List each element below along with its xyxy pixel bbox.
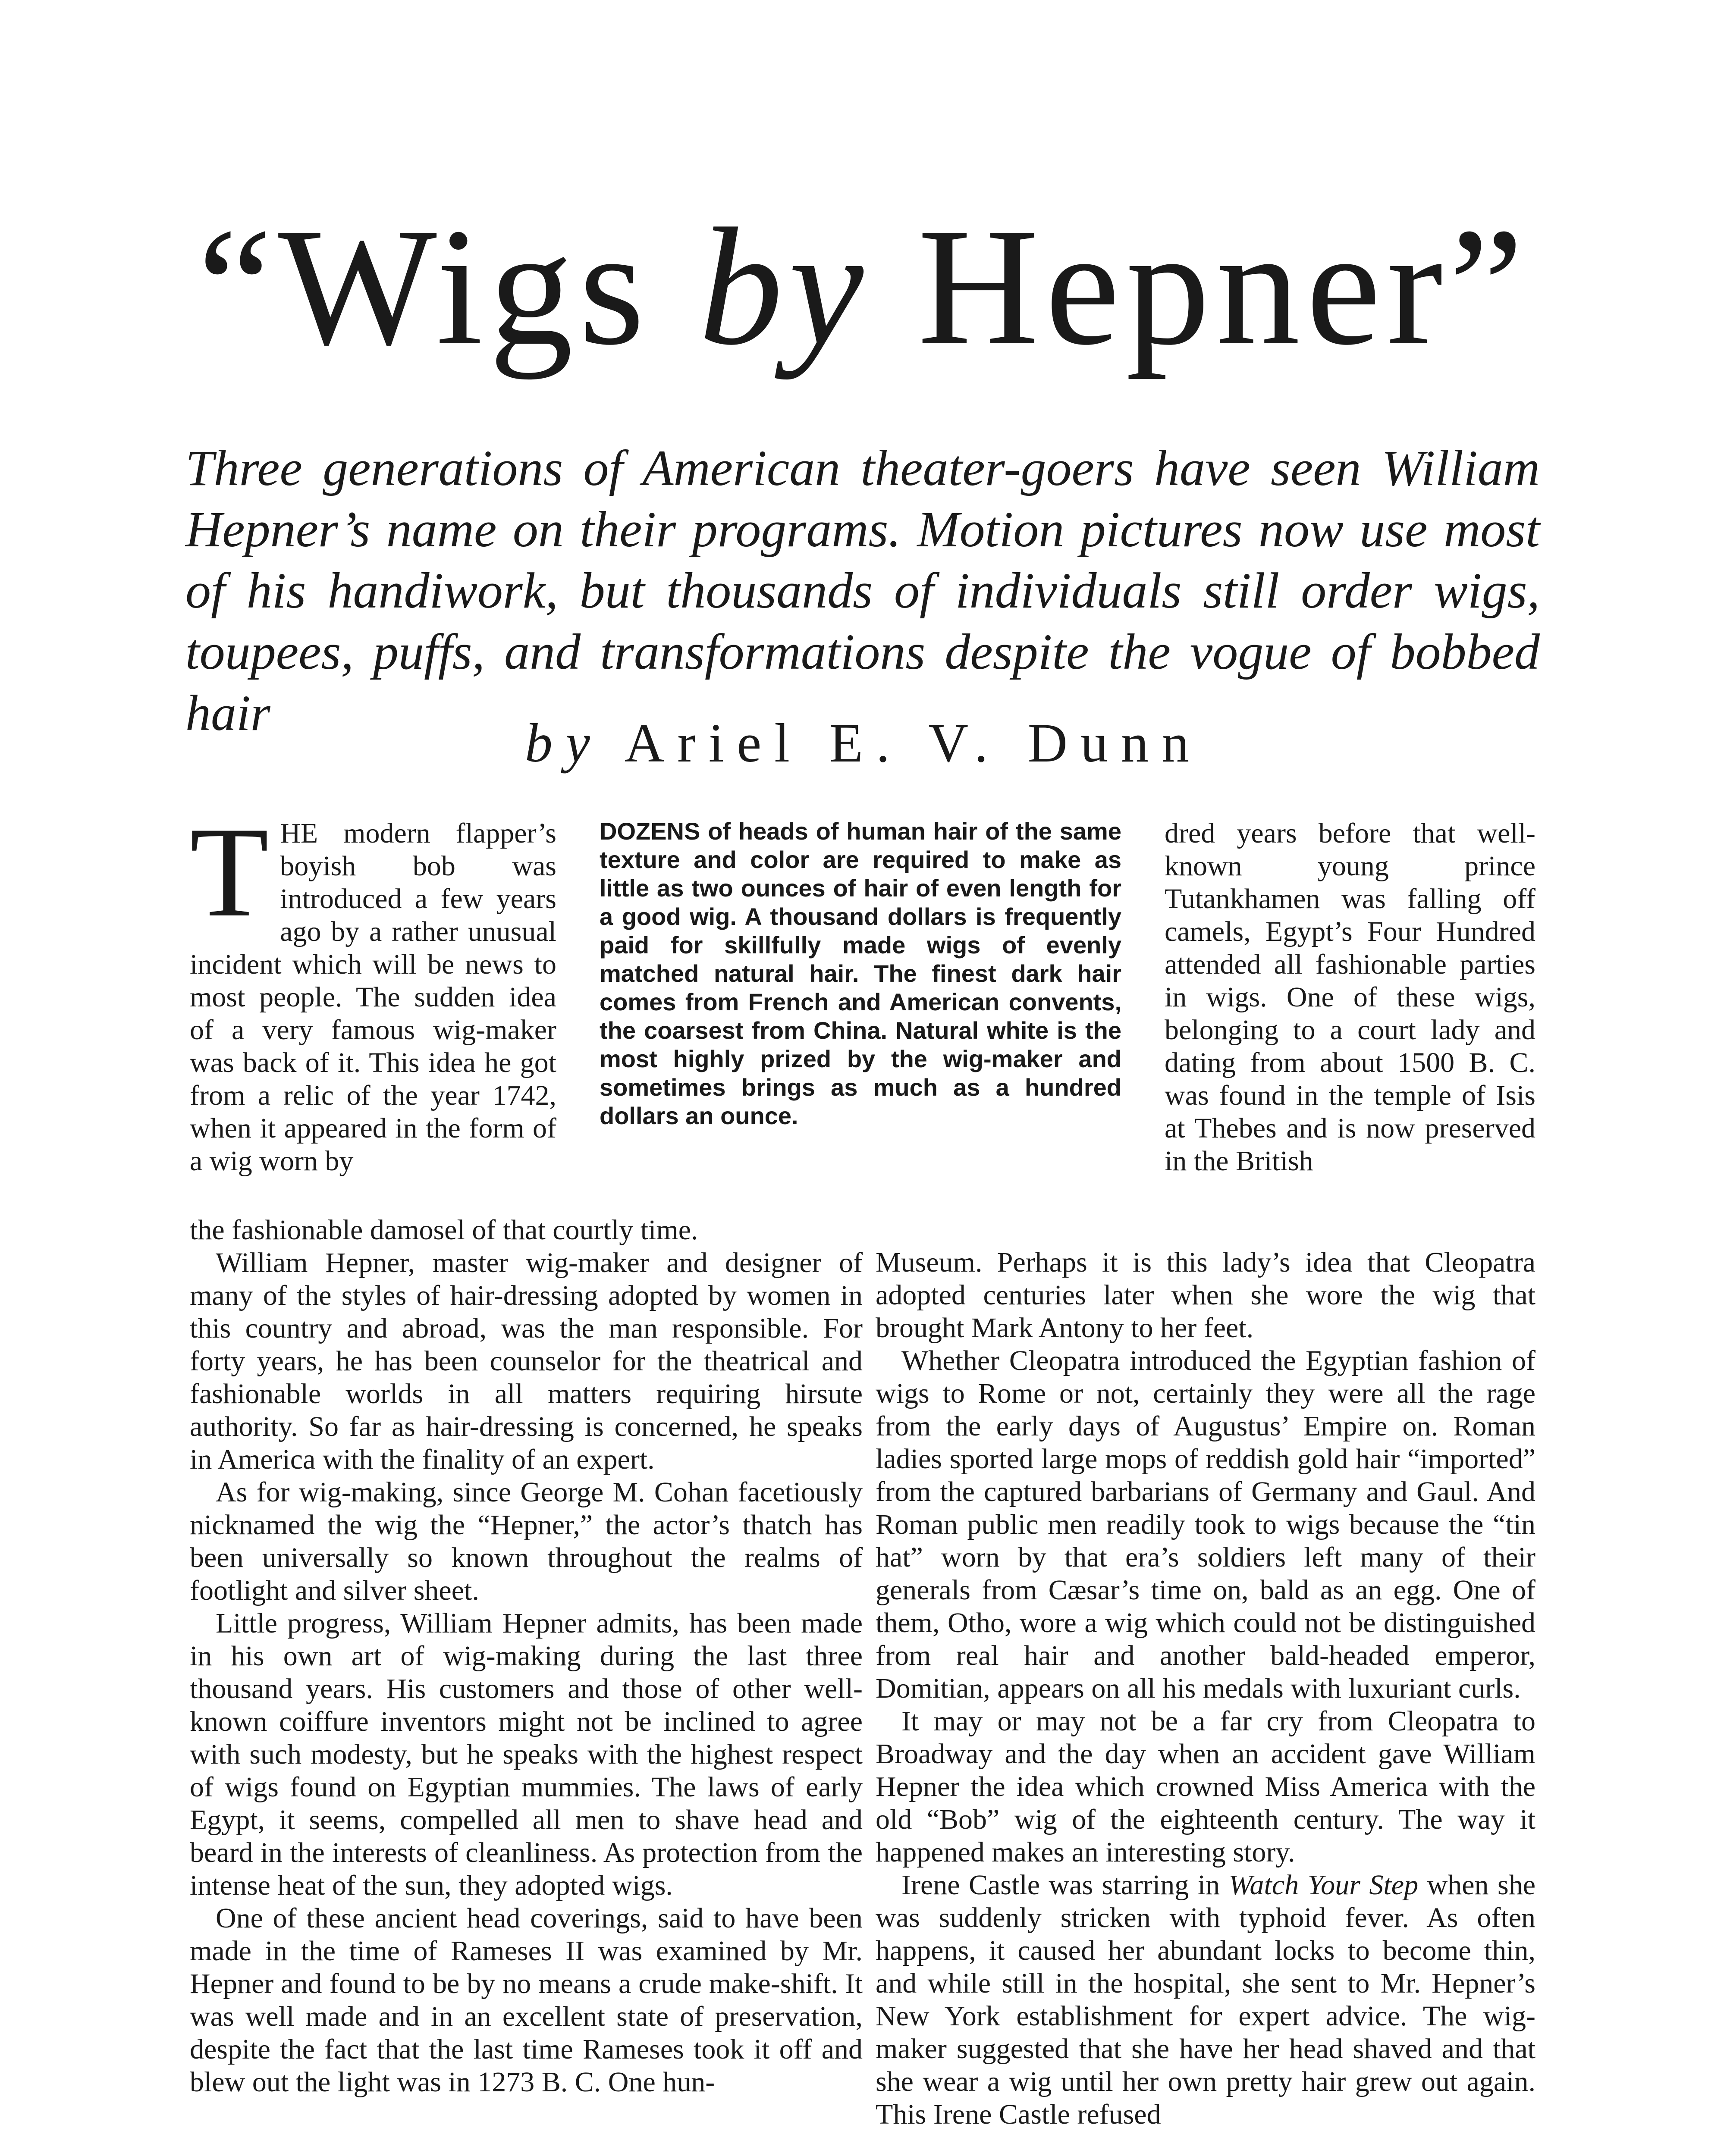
article-deck bbox=[185, 438, 1540, 744]
castle-lead: Irene Castle was starring in bbox=[901, 1869, 1229, 1901]
right-top-column bbox=[1165, 817, 1535, 1178]
deck-line: toupees, puffs, and transformations despite the vogue of bobbed hair bbox=[185, 624, 1540, 741]
sidebar-callout: DOZENS of heads of human hair of the same texture and color are required to make as little as two ounces of hair of even length for a good wig. A thousand dollars is frequently paid for skillfully made wigs of evenly matched natural hair. The finest dark hair comes from French and American convents, the coarsest from China. Natural white is the most highly prized by the wig-maker and sometimes brings as much as a hundred dollars an ounce. bbox=[600, 818, 1121, 1129]
paragraph bbox=[876, 1869, 1535, 2131]
paragraph: the fashionable damosel of that courtly time. bbox=[190, 1214, 698, 1246]
deck-line: Hepner’s name on their programs. Motion pictures now use most bbox=[185, 501, 1540, 558]
paragraph: One of these ancient head coverings, said to have been made in the time of Rameses II was examined by Mr. Hepner and found to be by no means a crude make-shift. It was well made and in an excellent state of preservation, despite the fact that the last time Rameses took it off and blew out the light was in 1273 B. C. One hun- bbox=[190, 1902, 863, 2098]
paragraph: It may or may not be a far cry from Cleopatra to Broadway and the day when an accident gave William Hepner the idea which crowned Miss America with the old “Bob” wig of the eighteenth century. The way it happened makes an interesting story. bbox=[876, 1705, 1535, 1868]
deck-line: Three generations of American theater-goers have seen William bbox=[185, 440, 1540, 496]
title-by: by bbox=[698, 194, 870, 380]
right-column bbox=[876, 1246, 1535, 2131]
drop-cap: T bbox=[190, 800, 269, 943]
opening-paragraph: HE modern flapper’s boyish bob was introduced a few years ago by a rather unusual incident which will be news to most people. The sudden idea of a very famous wig-maker was back of it. This idea he got from a relic of the year 1742, when it appeared in the form of a wig worn by bbox=[190, 818, 556, 1177]
opening-column bbox=[190, 800, 556, 1178]
castle-rest: when she was suddenly stricken with typhoid fever. As often happens, it caused her abundant locks to become thin, and while still in the hospital, she sent to Mr. Hepner’s New York establishment for expert advice. The wig-maker suggested that she have her head shaved and that she wear a wig until her own pretty hair grew out again. This Irene Castle refused bbox=[876, 1869, 1535, 2130]
paragraph: As for wig-making, since George M. Cohan facetiously nicknamed the wig the “Hepner,” the actor’s thatch has been universally so known throughout the realms of footlight and silver sheet. bbox=[190, 1476, 863, 1606]
title-close: Hepner” bbox=[870, 194, 1530, 380]
byline bbox=[0, 711, 1727, 775]
byline-by: by bbox=[524, 712, 603, 774]
paragraph: William Hepner, master wig-maker and designer of many of the styles of hair-dressing adopted by women in this country and abroad, was the man responsible. For forty years, he has been counselor for the theatrical and fashionable worlds in all matters requiring hirsute authority. So far as hair-dressing is concerned, he speaks in America with the finality of an expert. bbox=[190, 1247, 863, 1475]
paragraph: dred years before that well-known young prince Tutankhamen was falling off camels, Egypt’s Four Hundred attended all fashionable parties in wigs. One of these wigs, belonging to a court lady and dating from about 1500 B. C. was found in the temple of Isis at Thebes and is now preserved in the British bbox=[1165, 818, 1535, 1177]
paragraph: Museum. Perhaps it is this lady’s idea that Cleopatra adopted centuries later when she wore the wig that brought Mark Antony to her feet. bbox=[876, 1247, 1535, 1344]
title-open: “Wigs bbox=[197, 194, 699, 380]
paragraph: Little progress, William Hepner admits, has been made in his own art of wig-making during the last three thousand years. His customers and those of other well-known coiffure inventors might not be inclined to agree with such modesty, but he speaks with the highest respect of wigs found on Egyptian mummies. The laws of early Egypt, it seems, compelled all men to shave head and beard in the interests of cleanliness. As protection from the intense heat of the sun, they adopted wigs. bbox=[190, 1608, 863, 1901]
left-column bbox=[190, 1214, 863, 2099]
article-title bbox=[0, 194, 1727, 380]
play-title: Watch Your Step bbox=[1228, 1869, 1419, 1901]
byline-author: Ariel E. V. Dunn bbox=[624, 712, 1203, 774]
deck-line: of his handiwork, but thousands of individuals still order wigs, bbox=[185, 562, 1540, 619]
paragraph: Whether Cleopatra introduced the Egyptian fashion of wigs to Rome or not, certainly they were all the rage from the early days of Augustus’ Empire on. Roman ladies sported large mops of reddish gold hair “imported” from the captured barbarians of Germany and Gaul. And Roman public men readily took to wigs because the “tin hat” worn by that era’s soldiers left many of their generals from Cæsar’s time on, bald as an egg. One of them, Otho, wore a wig which could not be distinguished from real hair and another bald-headed emperor, Domitian, appears on all his medals with luxuriant curls. bbox=[876, 1345, 1535, 1704]
